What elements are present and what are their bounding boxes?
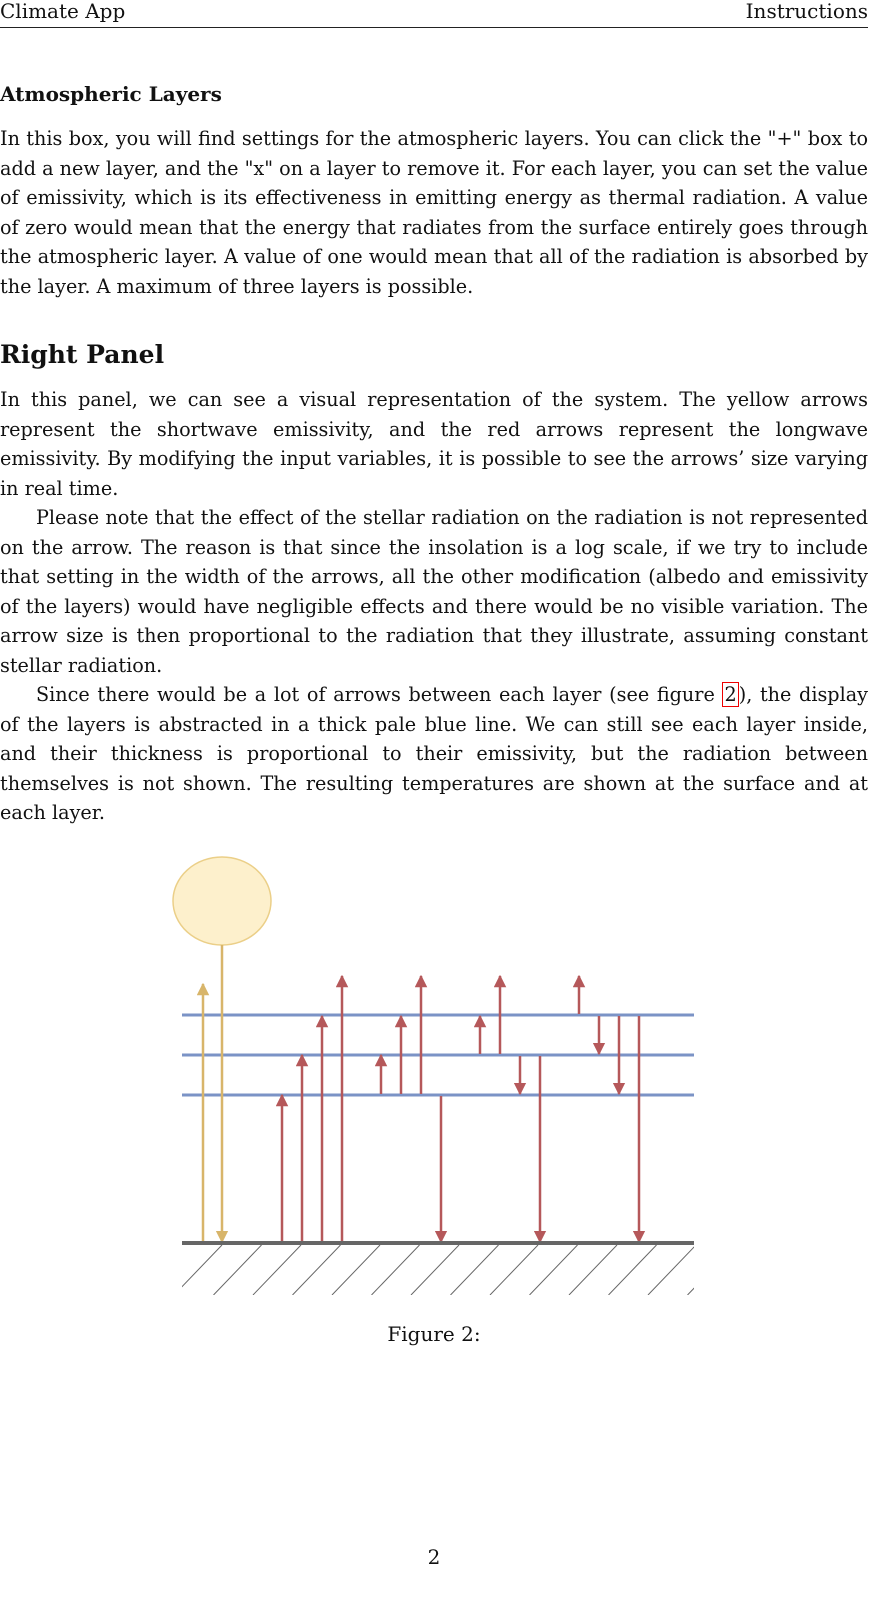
header-app-title: Climate App	[0, 0, 126, 23]
figure-caption: Figure 2:	[387, 1322, 481, 1346]
right-panel-paragraph-2: Please note that the effect of the stellar radiation on the radiation is not represented on the arrow. The reason is that since the insolation is a log scale, if we try to include that setting in the width of the arrows, all the other modification (albedo and emissivity of the layers) would have negligible effects and there would be no visible variation. The arrow size is then proportional to the radiation that they illustrate, assuming constant stellar radiation.	[0, 506, 868, 677]
right-panel-paragraph-3	[0, 680, 868, 828]
page-number: 2	[427, 1545, 441, 1569]
hatch-line	[569, 1245, 617, 1295]
hatch-line	[688, 1245, 736, 1295]
figure-2-reference-link[interactable]: 2	[724, 683, 737, 706]
atmospheric-layers-paragraph: In this box, you will find settings for the atmospheric layers. You can click the "+" box to add a new layer, and the "x" on a layer to remove it. For each layer, you can set the value of emissivity, which is its effectiveness in emitting energy as thermal radiation. A value of zero would mean that the energy that radiates from the surface entirely goes through the atmospheric layer. A value of one would mean that all of the radiation is absorbed by the layer. A maximum of three layers is possible.	[0, 127, 869, 298]
hatch-line	[293, 1245, 341, 1295]
hatch-line	[253, 1245, 301, 1295]
atmospheric-layers-heading: Atmospheric Layers	[0, 82, 222, 106]
hatch-line	[174, 1245, 222, 1295]
right-panel-paragraph-1: In this panel, we can see a visual representation of the system. The yellow arrows represent the shortwave emissivity, and the red arrows represent the longwave emissivity. By modifying the input variables, it is possible to see the arrows’ size varying in real time.	[0, 388, 868, 500]
hatch-line	[411, 1245, 459, 1295]
sun-icon	[173, 857, 271, 945]
hatch-line	[332, 1245, 380, 1295]
hatch-line	[214, 1245, 262, 1295]
hatch-line	[490, 1245, 538, 1295]
paragraph-3-text-start: Since there would be a lot of arrows between each layer (see figure	[36, 683, 723, 706]
header-section-title: Instructions	[745, 0, 868, 23]
radiation-diagram	[0, 850, 868, 1310]
page-content	[0, 80, 868, 828]
hatch-line	[372, 1245, 420, 1295]
atmospheric-layers	[182, 1015, 694, 1095]
ground-hatching	[174, 1245, 736, 1295]
page-header	[0, 0, 868, 28]
hatch-line	[609, 1245, 657, 1295]
paragraph-3-text-end: ), the display of the layers is abstracted in a thick pale blue line. We can still see each layer inside, and their thickness is proportional to their emissivity, but the radiation between themselves is not shown. The resulting temperatures are shown at the surface and at each layer.	[0, 683, 868, 824]
right-panel-heading: Right Panel	[0, 340, 165, 369]
hatch-line	[451, 1245, 499, 1295]
hatch-line	[530, 1245, 578, 1295]
hatch-line	[648, 1245, 696, 1295]
figure-2	[0, 850, 868, 1314]
